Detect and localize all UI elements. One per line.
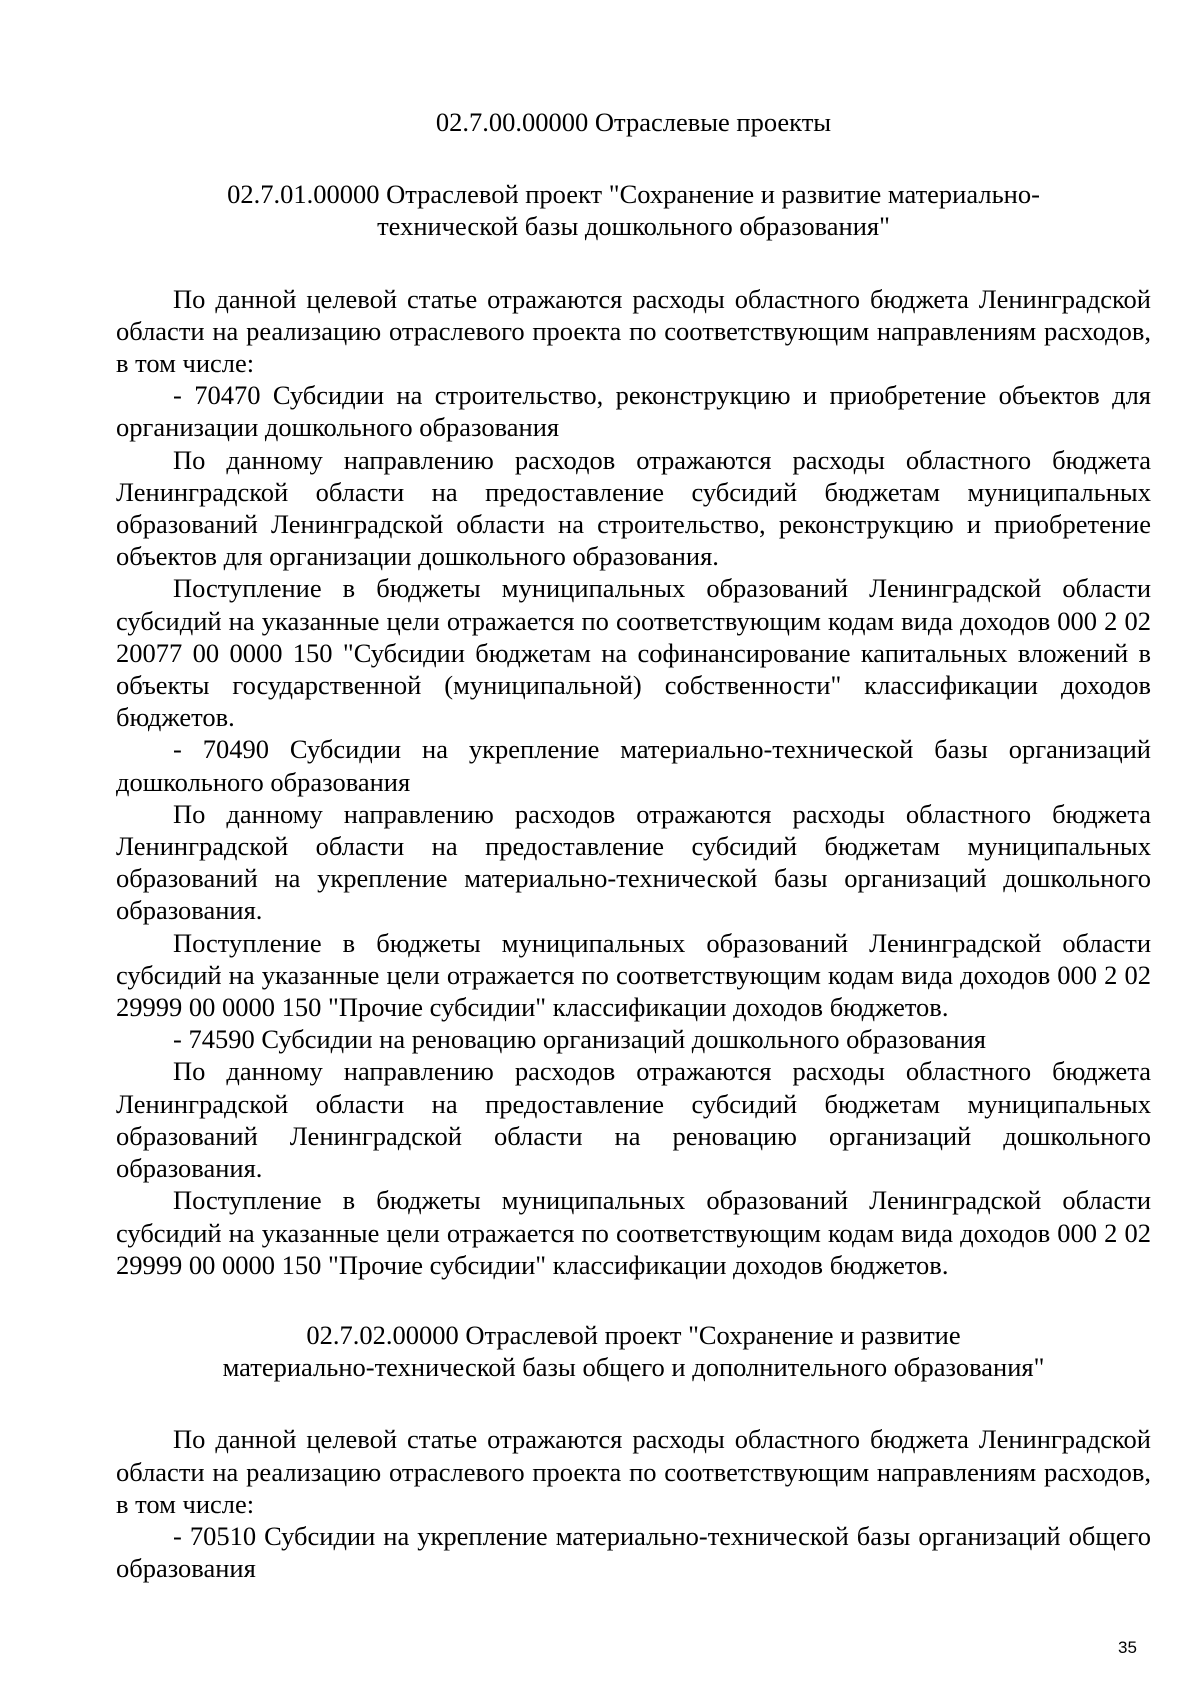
- expense-item-70470: - 70470 Субсидии на строительство, реконструкцию и приобретение объектов для организации дошкольного образования: [116, 380, 1151, 443]
- paragraph: Поступление в бюджеты муниципальных образований Ленинградской области субсидий на указанные цели отражается по соответствующим кодам вида доходов 000 2 02 29999 00 0000 150 "Прочие субсидии" классификации доходов бюджетов.: [116, 927, 1151, 1023]
- expense-item-74590: - 74590 Субсидии на реновацию организаций дошкольного образования: [173, 1024, 986, 1055]
- expense-item-70490: - 70490 Субсидии на укрепление материально-технической базы организаций дошкольного образования: [116, 734, 1151, 797]
- page-content: [116, 106, 1151, 1584]
- project-2-heading-line-1: 02.7.02.00000 Отраслевой проект "Сохранение и развитие: [306, 1319, 961, 1350]
- project-2-heading: [116, 1319, 1151, 1383]
- paragraph: Поступление в бюджеты муниципальных образований Ленинградской области субсидий на указанные цели отражается по соответствующим кодам вида доходов 000 2 02 20077 00 0000 150 "Субсидии бюджетам на софинансирование капитальных вложений в объекты государственной (муниципальной) собственности" классификации доходов бюджетов.: [116, 573, 1151, 733]
- project-1-heading-line-1: 02.7.01.00000 Отраслевой проект "Сохранение и развитие материально-: [227, 179, 1040, 210]
- paragraph: Поступление в бюджеты муниципальных образований Ленинградской области субсидий на указанные цели отражается по соответствующим кодам вида доходов 000 2 02 29999 00 0000 150 "Прочие субсидии" классификации доходов бюджетов.: [116, 1185, 1151, 1280]
- section-heading: 02.7.00.00000 Отраслевые проекты: [435, 107, 832, 137]
- paragraph: По данной целевой статье отражаются расходы областного бюджета Ленинградской области на реализацию отраслевого проекта по соответствующим направлениям расходов, в том числе:: [116, 283, 1151, 379]
- expense-item-70510: - 70510 Субсидии на укрепление материально-технической базы организаций общего образования: [116, 1520, 1151, 1584]
- paragraph: По данной целевой статье отражаются расходы областного бюджета Ленинградской области на реализацию отраслевого проекта по соответствующим направлениям расходов, в том числе:: [116, 1424, 1151, 1519]
- project-1-heading-line-2: технической базы дошкольного образования": [377, 211, 890, 242]
- paragraph: По данному направлению расходов отражаются расходы областного бюджета Ленинградской области на предоставление субсидий бюджетам муниципальных образований Ленинградской области на реновацию организаций дошкольного образования.: [116, 1056, 1151, 1184]
- page-number: 35: [1118, 1638, 1137, 1657]
- paragraph: По данному направлению расходов отражаются расходы областного бюджета Ленинградской области на предоставление субсидий бюджетам муниципальных образований на укрепление материально-технической базы организаций дошкольного образования.: [116, 798, 1151, 926]
- paragraph: По данному направлению расходов отражаются расходы областного бюджета Ленинградской области на предоставление субсидий бюджетам муниципальных образований Ленинградской области на строительство, реконструкцию и приобретение объектов для организации дошкольного образования.: [116, 444, 1151, 572]
- project-2-heading-line-2: материально-технической базы общего и дополнительного образования": [222, 1352, 1045, 1383]
- project-1-heading: [116, 178, 1151, 242]
